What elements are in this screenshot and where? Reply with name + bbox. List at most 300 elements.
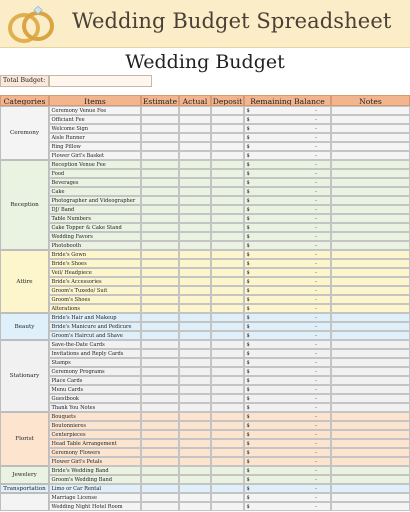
category-cell: Attire (0, 250, 49, 313)
estimate-cell[interactable] (141, 106, 179, 115)
actual-cell[interactable] (179, 169, 211, 178)
deposit-cell[interactable] (211, 421, 244, 430)
notes-cell[interactable] (331, 187, 410, 196)
balance-value: - (315, 405, 317, 411)
balance-value: - (315, 432, 317, 438)
notes-cell[interactable] (331, 367, 410, 376)
notes-cell[interactable] (331, 322, 410, 331)
notes-cell[interactable] (331, 286, 410, 295)
estimate-cell[interactable] (141, 205, 179, 214)
currency-symbol: $ (246, 405, 250, 411)
currency-symbol: $ (246, 162, 250, 168)
notes-cell[interactable] (331, 295, 410, 304)
estimate-cell[interactable] (141, 412, 179, 421)
deposit-cell[interactable] (211, 169, 244, 178)
estimate-cell[interactable] (141, 385, 179, 394)
actual-cell[interactable] (179, 286, 211, 295)
balance-value: - (315, 189, 317, 195)
deposit-cell[interactable] (211, 430, 244, 439)
notes-cell[interactable] (331, 439, 410, 448)
item-name: Cake Topper & Cake Stand (49, 223, 141, 232)
remaining-balance-cell (244, 214, 331, 223)
remaining-balance-cell (244, 295, 331, 304)
remaining-balance-cell (244, 196, 331, 205)
estimate-cell[interactable] (141, 367, 179, 376)
currency-symbol: $ (246, 423, 250, 429)
estimate-cell[interactable] (141, 421, 179, 430)
notes-cell[interactable] (331, 277, 410, 286)
estimate-cell[interactable] (141, 178, 179, 187)
notes-cell[interactable] (331, 493, 410, 502)
estimate-cell[interactable] (141, 277, 179, 286)
currency-symbol: $ (246, 450, 250, 456)
remaining-balance-cell (244, 322, 331, 331)
estimate-cell[interactable] (141, 331, 179, 340)
estimate-cell[interactable] (141, 295, 179, 304)
actual-cell[interactable] (179, 250, 211, 259)
currency-symbol: $ (246, 342, 250, 348)
notes-cell[interactable] (331, 124, 410, 133)
deposit-cell[interactable] (211, 160, 244, 169)
currency-symbol: $ (246, 288, 250, 294)
deposit-cell[interactable] (211, 331, 244, 340)
actual-cell[interactable] (179, 205, 211, 214)
actual-cell[interactable] (179, 196, 211, 205)
estimate-cell[interactable] (141, 133, 179, 142)
currency-symbol: $ (246, 504, 250, 510)
deposit-cell[interactable] (211, 250, 244, 259)
notes-cell[interactable] (331, 160, 410, 169)
remaining-balance-cell (244, 484, 331, 493)
actual-cell[interactable] (179, 214, 211, 223)
actual-cell[interactable] (179, 421, 211, 430)
actual-cell[interactable] (179, 349, 211, 358)
remaining-balance-cell (244, 169, 331, 178)
spreadsheet (0, 48, 410, 512)
estimate-cell[interactable] (141, 340, 179, 349)
item-name: Flower Girl's Petals (49, 457, 141, 466)
currency-symbol: $ (246, 324, 250, 330)
estimate-cell[interactable] (141, 484, 179, 493)
deposit-cell[interactable] (211, 115, 244, 124)
notes-cell[interactable] (331, 250, 410, 259)
item-name: Ceremony Flowers (49, 448, 141, 457)
total-budget-label: Total Budget: (0, 75, 49, 87)
actual-cell[interactable] (179, 475, 211, 484)
balance-value: - (315, 495, 317, 501)
estimate-cell[interactable] (141, 322, 179, 331)
actual-cell[interactable] (179, 133, 211, 142)
deposit-cell[interactable] (211, 322, 244, 331)
remaining-balance-cell (244, 304, 331, 313)
estimate-cell[interactable] (141, 259, 179, 268)
actual-cell[interactable] (179, 403, 211, 412)
deposit-cell[interactable] (211, 286, 244, 295)
remaining-balance-cell (244, 151, 331, 160)
item-name: Boutonnieres (49, 421, 141, 430)
actual-cell[interactable] (179, 358, 211, 367)
balance-value: - (315, 225, 317, 231)
actual-cell[interactable] (179, 232, 211, 241)
deposit-cell[interactable] (211, 475, 244, 484)
remaining-balance-cell (244, 142, 331, 151)
deposit-cell[interactable] (211, 502, 244, 511)
balance-value: - (315, 162, 317, 168)
notes-cell[interactable] (331, 259, 410, 268)
item-name: Bride's Manicure and Pedicure (49, 322, 141, 331)
estimate-cell[interactable] (141, 439, 179, 448)
deposit-cell[interactable] (211, 448, 244, 457)
notes-cell[interactable] (331, 115, 410, 124)
balance-value: - (315, 297, 317, 303)
estimate-cell[interactable] (141, 502, 179, 511)
deposit-cell[interactable] (211, 295, 244, 304)
estimate-cell[interactable] (141, 160, 179, 169)
balance-value: - (315, 153, 317, 159)
actual-cell[interactable] (179, 268, 211, 277)
actual-cell[interactable] (179, 106, 211, 115)
remaining-balance-cell (244, 448, 331, 457)
estimate-cell[interactable] (141, 286, 179, 295)
remaining-balance-cell (244, 313, 331, 322)
currency-symbol: $ (246, 351, 250, 357)
actual-cell[interactable] (179, 187, 211, 196)
currency-symbol: $ (246, 189, 250, 195)
estimate-cell[interactable] (141, 169, 179, 178)
notes-cell[interactable] (331, 214, 410, 223)
remaining-balance-cell (244, 466, 331, 475)
notes-cell[interactable] (331, 241, 410, 250)
category-cell: Reception (0, 160, 49, 250)
remaining-balance-cell (244, 133, 331, 142)
item-name: Ring Pillow (49, 142, 141, 151)
actual-cell[interactable] (179, 466, 211, 475)
deposit-cell[interactable] (211, 484, 244, 493)
category-cell (0, 493, 49, 511)
currency-symbol: $ (246, 243, 250, 249)
actual-cell[interactable] (179, 367, 211, 376)
actual-cell[interactable] (179, 448, 211, 457)
notes-cell[interactable] (331, 133, 410, 142)
estimate-cell[interactable] (141, 430, 179, 439)
item-name: Aisle Runner (49, 133, 141, 142)
item-name: DJ/ Band (49, 205, 141, 214)
deposit-cell[interactable] (211, 493, 244, 502)
balance-value: - (315, 315, 317, 321)
balance-value: - (315, 414, 317, 420)
estimate-cell[interactable] (141, 151, 179, 160)
deposit-cell[interactable] (211, 241, 244, 250)
actual-cell[interactable] (179, 439, 211, 448)
estimate-cell[interactable] (141, 457, 179, 466)
deposit-cell[interactable] (211, 133, 244, 142)
notes-cell[interactable] (331, 484, 410, 493)
notes-cell[interactable] (331, 385, 410, 394)
item-name: Head Table Arrangement (49, 439, 141, 448)
actual-cell[interactable] (179, 385, 211, 394)
actual-cell[interactable] (179, 493, 211, 502)
notes-cell[interactable] (331, 457, 410, 466)
estimate-cell[interactable] (141, 241, 179, 250)
item-name: Officiant Fee (49, 115, 141, 124)
deposit-cell[interactable] (211, 304, 244, 313)
wedding-rings-icon (4, 6, 60, 46)
item-name: Welcome Sign (49, 124, 141, 133)
estimate-cell[interactable] (141, 466, 179, 475)
estimate-cell[interactable] (141, 124, 179, 133)
deposit-cell[interactable] (211, 367, 244, 376)
deposit-cell[interactable] (211, 376, 244, 385)
estimate-cell[interactable] (141, 232, 179, 241)
remaining-balance-cell (244, 475, 331, 484)
estimate-cell[interactable] (141, 394, 179, 403)
balance-value: - (315, 396, 317, 402)
notes-cell[interactable] (331, 313, 410, 322)
actual-cell[interactable] (179, 241, 211, 250)
notes-cell[interactable] (331, 403, 410, 412)
balance-value: - (315, 117, 317, 123)
actual-cell[interactable] (179, 115, 211, 124)
currency-symbol: $ (246, 279, 250, 285)
actual-cell[interactable] (179, 322, 211, 331)
deposit-cell[interactable] (211, 232, 244, 241)
actual-cell[interactable] (179, 376, 211, 385)
item-name: Wedding Night Hotel Room (49, 502, 141, 511)
currency-symbol: $ (246, 171, 250, 177)
remaining-balance-cell (244, 205, 331, 214)
notes-cell[interactable] (331, 205, 410, 214)
remaining-balance-cell (244, 331, 331, 340)
actual-cell[interactable] (179, 295, 211, 304)
balance-value: - (315, 504, 317, 510)
estimate-cell[interactable] (141, 358, 179, 367)
estimate-cell[interactable] (141, 493, 179, 502)
estimate-cell[interactable] (141, 268, 179, 277)
item-name: Groom's Haircut and Shave (49, 331, 141, 340)
notes-cell[interactable] (331, 304, 410, 313)
remaining-balance-cell (244, 394, 331, 403)
estimate-cell[interactable] (141, 142, 179, 151)
actual-cell[interactable] (179, 304, 211, 313)
remaining-balance-cell (244, 259, 331, 268)
deposit-cell[interactable] (211, 358, 244, 367)
deposit-cell[interactable] (211, 142, 244, 151)
notes-cell[interactable] (331, 394, 410, 403)
estimate-cell[interactable] (141, 313, 179, 322)
remaining-balance-cell (244, 124, 331, 133)
item-name: Bride's Shoes (49, 259, 141, 268)
actual-cell[interactable] (179, 430, 211, 439)
estimate-cell[interactable] (141, 223, 179, 232)
deposit-cell[interactable] (211, 187, 244, 196)
actual-cell[interactable] (179, 340, 211, 349)
currency-symbol: $ (246, 207, 250, 213)
deposit-cell[interactable] (211, 106, 244, 115)
deposit-cell[interactable] (211, 457, 244, 466)
deposit-cell[interactable] (211, 412, 244, 421)
remaining-balance-cell (244, 340, 331, 349)
currency-symbol: $ (246, 198, 250, 204)
currency-symbol: $ (246, 441, 250, 447)
deposit-cell[interactable] (211, 223, 244, 232)
deposit-cell[interactable] (211, 151, 244, 160)
remaining-balance-cell (244, 349, 331, 358)
actual-cell[interactable] (179, 142, 211, 151)
notes-cell[interactable] (331, 223, 410, 232)
balance-value: - (315, 108, 317, 114)
banner-title: Wedding Budget Spreadsheet (72, 9, 392, 33)
estimate-cell[interactable] (141, 115, 179, 124)
item-name: Table Numbers (49, 214, 141, 223)
balance-value: - (315, 459, 317, 465)
notes-cell[interactable] (331, 106, 410, 115)
deposit-cell[interactable] (211, 466, 244, 475)
currency-symbol: $ (246, 369, 250, 375)
deposit-cell[interactable] (211, 214, 244, 223)
remaining-balance-cell (244, 277, 331, 286)
remaining-balance-cell (244, 385, 331, 394)
notes-cell[interactable] (331, 448, 410, 457)
estimate-cell[interactable] (141, 214, 179, 223)
balance-value: - (315, 135, 317, 141)
balance-value: - (315, 234, 317, 240)
actual-cell[interactable] (179, 178, 211, 187)
item-name: Beverages (49, 178, 141, 187)
deposit-cell[interactable] (211, 205, 244, 214)
currency-symbol: $ (246, 459, 250, 465)
currency-symbol: $ (246, 315, 250, 321)
notes-cell[interactable] (331, 178, 410, 187)
currency-symbol: $ (246, 477, 250, 483)
notes-cell[interactable] (331, 232, 410, 241)
actual-cell[interactable] (179, 457, 211, 466)
estimate-cell[interactable] (141, 250, 179, 259)
item-name: Guestbook (49, 394, 141, 403)
remaining-balance-cell (244, 268, 331, 277)
actual-cell[interactable] (179, 394, 211, 403)
actual-cell[interactable] (179, 160, 211, 169)
currency-symbol: $ (246, 468, 250, 474)
item-name: Save-the-Date Cards (49, 340, 141, 349)
deposit-cell[interactable] (211, 277, 244, 286)
estimate-cell[interactable] (141, 196, 179, 205)
balance-value: - (315, 450, 317, 456)
notes-cell[interactable] (331, 502, 410, 511)
deposit-cell[interactable] (211, 268, 244, 277)
deposit-cell[interactable] (211, 349, 244, 358)
notes-cell[interactable] (331, 412, 410, 421)
item-name: Centerpieces (49, 430, 141, 439)
balance-value: - (315, 333, 317, 339)
currency-symbol: $ (246, 378, 250, 384)
notes-cell[interactable] (331, 430, 410, 439)
notes-cell[interactable] (331, 466, 410, 475)
actual-cell[interactable] (179, 151, 211, 160)
balance-value: - (315, 126, 317, 132)
category-cell: Ceremony (0, 106, 49, 160)
notes-cell[interactable] (331, 169, 410, 178)
deposit-cell[interactable] (211, 259, 244, 268)
item-name: Veil/ Headpiece (49, 268, 141, 277)
item-name: Stamps (49, 358, 141, 367)
deposit-cell[interactable] (211, 313, 244, 322)
remaining-balance-cell (244, 421, 331, 430)
deposit-cell[interactable] (211, 394, 244, 403)
currency-symbol: $ (246, 333, 250, 339)
deposit-cell[interactable] (211, 403, 244, 412)
notes-cell[interactable] (331, 331, 410, 340)
total-budget-value[interactable] (49, 75, 152, 87)
item-name: Marriage License (49, 493, 141, 502)
notes-cell[interactable] (331, 349, 410, 358)
actual-cell[interactable] (179, 223, 211, 232)
actual-cell[interactable] (179, 313, 211, 322)
notes-cell[interactable] (331, 358, 410, 367)
notes-cell[interactable] (331, 475, 410, 484)
column-header: Categories (0, 95, 49, 106)
remaining-balance-cell (244, 232, 331, 241)
notes-cell[interactable] (331, 376, 410, 385)
notes-cell[interactable] (331, 268, 410, 277)
actual-cell[interactable] (179, 331, 211, 340)
deposit-cell[interactable] (211, 196, 244, 205)
item-name: Photographer and Videographer (49, 196, 141, 205)
notes-cell[interactable] (331, 151, 410, 160)
column-header: Notes (331, 95, 410, 106)
deposit-cell[interactable] (211, 439, 244, 448)
item-name: Photobooth (49, 241, 141, 250)
deposit-cell[interactable] (211, 124, 244, 133)
notes-cell[interactable] (331, 142, 410, 151)
category-cell: Stationary (0, 340, 49, 412)
balance-value: - (315, 423, 317, 429)
actual-cell[interactable] (179, 412, 211, 421)
balance-value: - (315, 306, 317, 312)
remaining-balance-cell (244, 502, 331, 511)
category-cell: Jewelery (0, 466, 49, 484)
deposit-cell[interactable] (211, 178, 244, 187)
notes-cell[interactable] (331, 421, 410, 430)
estimate-cell[interactable] (141, 376, 179, 385)
estimate-cell[interactable] (141, 475, 179, 484)
currency-symbol: $ (246, 216, 250, 222)
notes-cell[interactable] (331, 196, 410, 205)
currency-symbol: $ (246, 414, 250, 420)
currency-symbol: $ (246, 225, 250, 231)
currency-symbol: $ (246, 135, 250, 141)
balance-value: - (315, 468, 317, 474)
balance-value: - (315, 261, 317, 267)
estimate-cell[interactable] (141, 403, 179, 412)
actual-cell[interactable] (179, 277, 211, 286)
item-name: Ceremony Venue Fee (49, 106, 141, 115)
estimate-cell[interactable] (141, 349, 179, 358)
estimate-cell[interactable] (141, 448, 179, 457)
actual-cell[interactable] (179, 124, 211, 133)
actual-cell[interactable] (179, 502, 211, 511)
actual-cell[interactable] (179, 484, 211, 493)
notes-cell[interactable] (331, 340, 410, 349)
balance-value: - (315, 216, 317, 222)
deposit-cell[interactable] (211, 385, 244, 394)
deposit-cell[interactable] (211, 340, 244, 349)
estimate-cell[interactable] (141, 187, 179, 196)
remaining-balance-cell (244, 115, 331, 124)
item-name: Groom's Tuxedo/ Suit (49, 286, 141, 295)
column-header: Estimate (142, 97, 178, 106)
actual-cell[interactable] (179, 259, 211, 268)
estimate-cell[interactable] (141, 304, 179, 313)
